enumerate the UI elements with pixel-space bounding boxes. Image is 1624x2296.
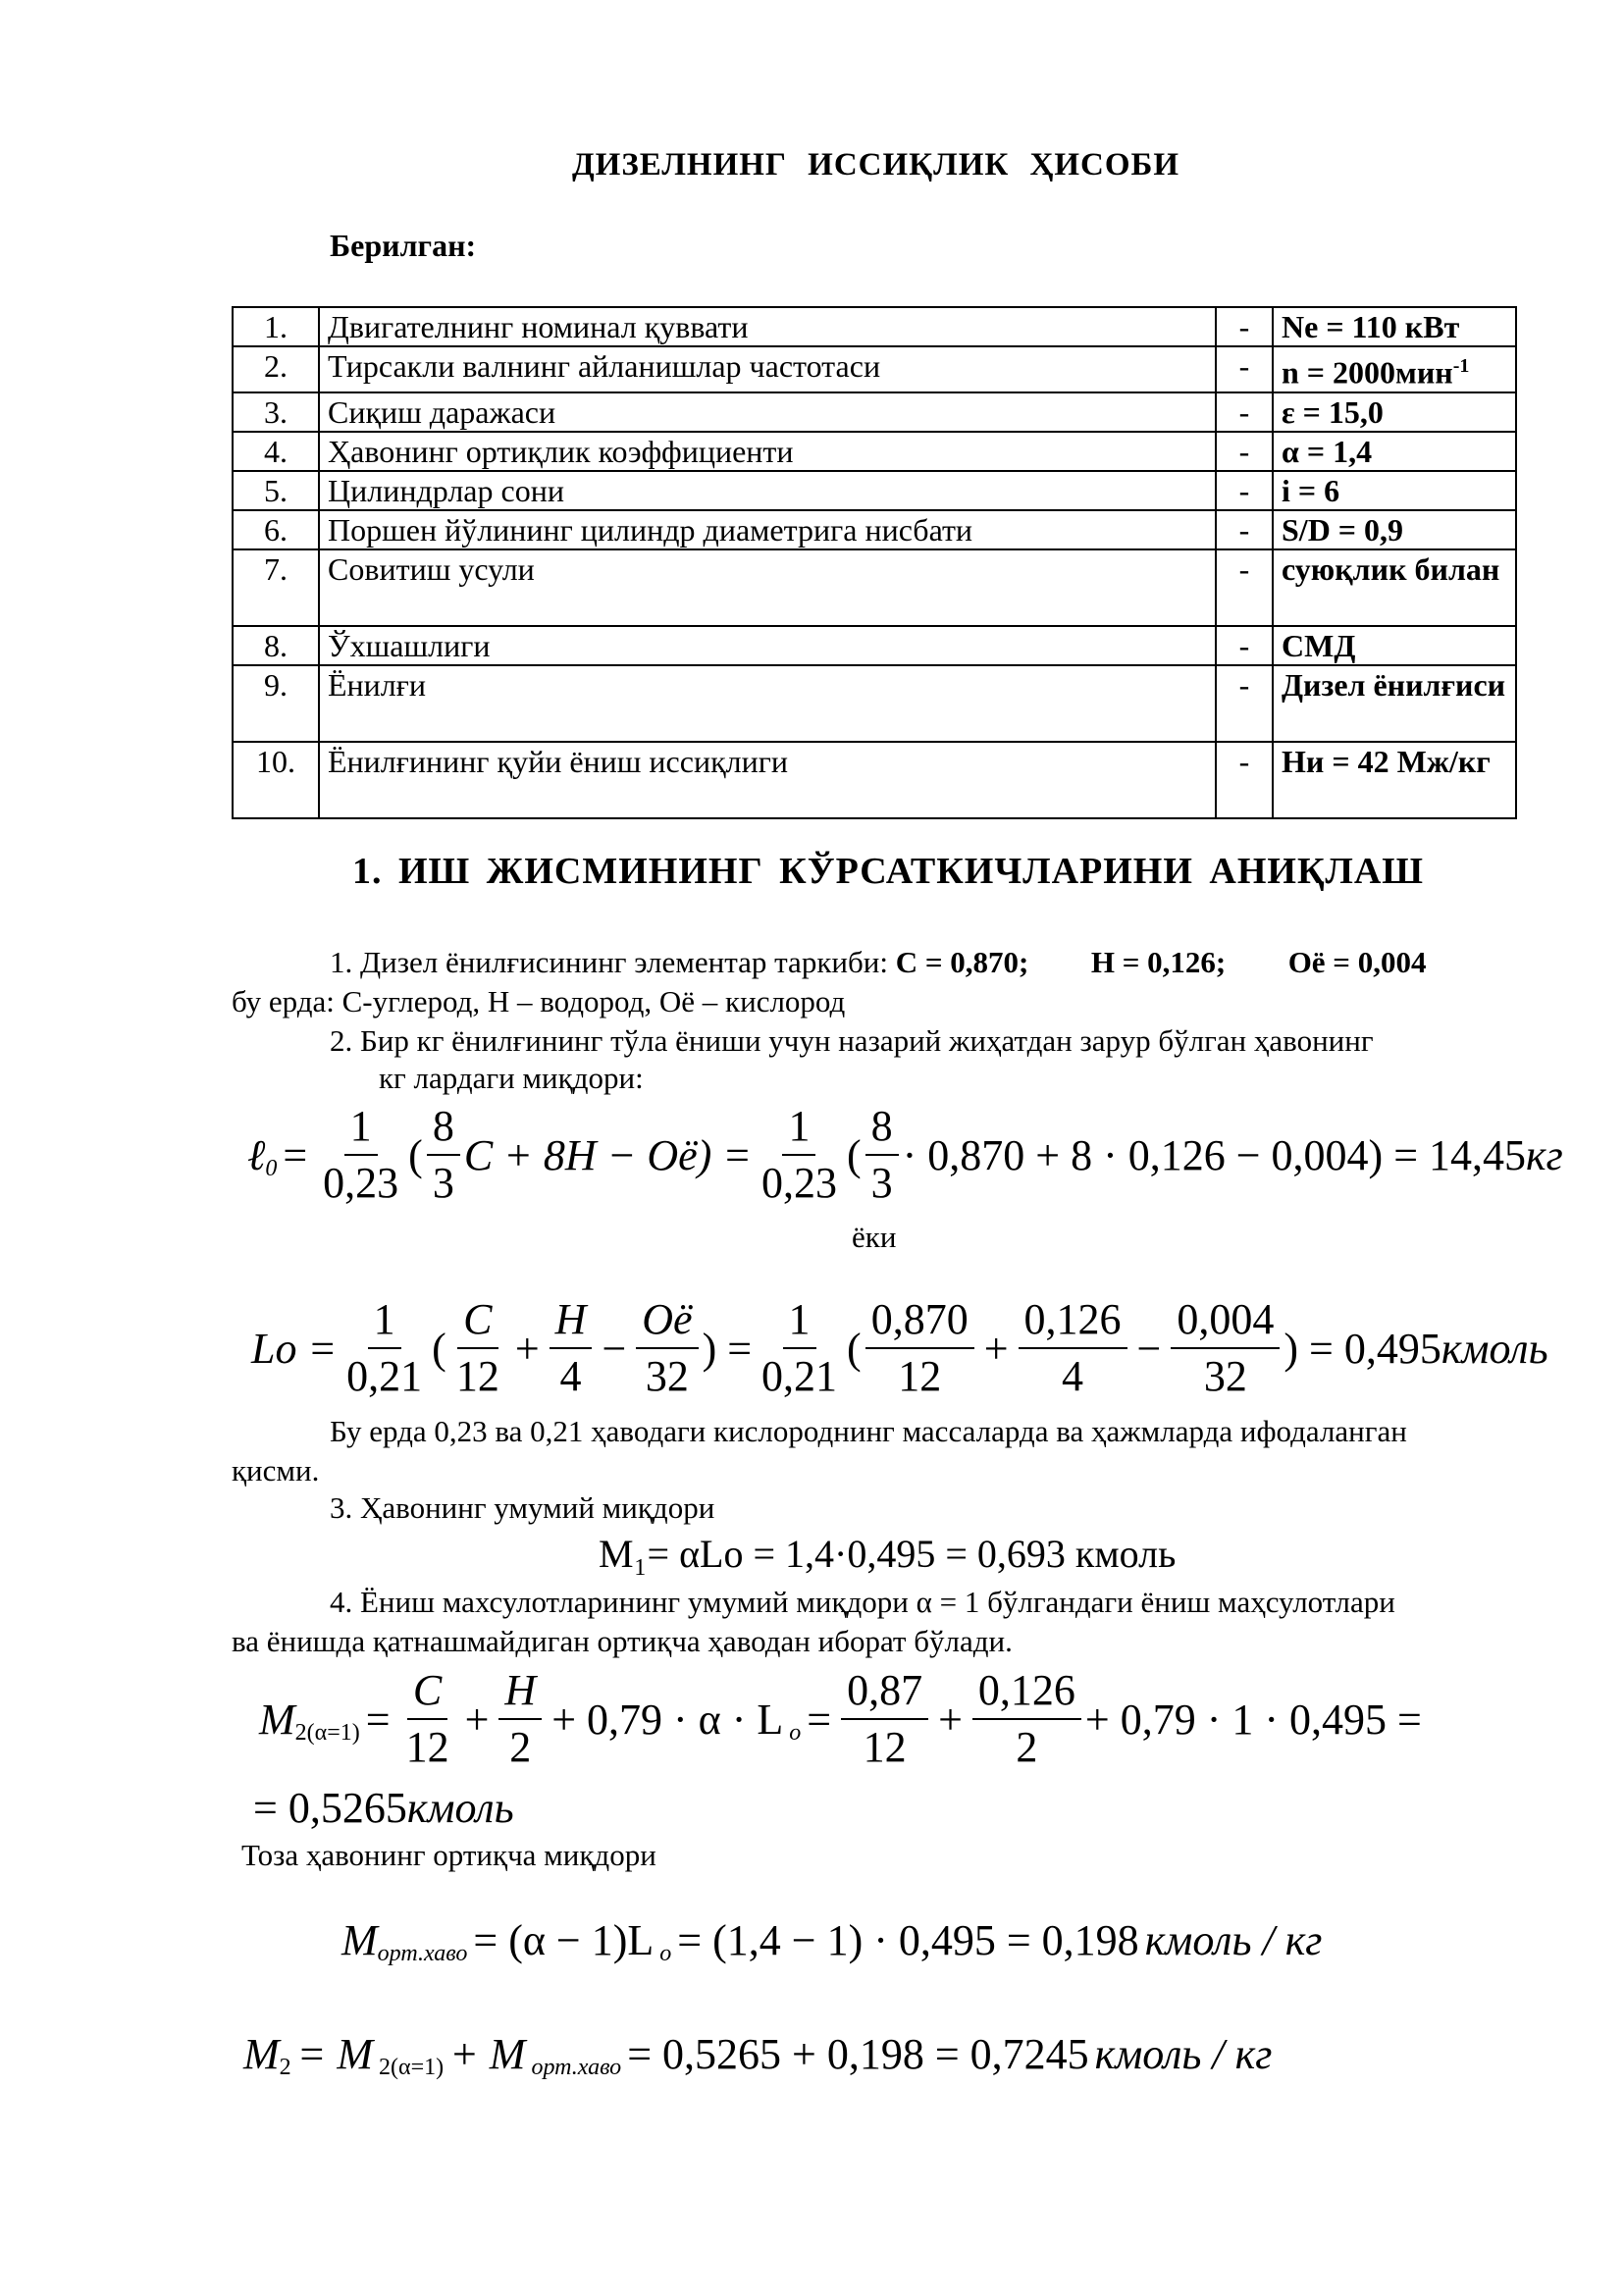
numerator: 8 [427,1101,460,1156]
numerator: H [498,1665,542,1720]
air-required-line1: 2. Бир кг ёнилғининг тўла ёниши учун назарий жиҳатдан зарур бўлган ҳавонинг [330,1023,1374,1058]
parameter-value [1273,307,1516,346]
parameter-name [319,346,1216,392]
parameter-number-text: 6. [264,511,288,548]
numerator: 1 [782,1101,815,1156]
fraction-0004-32 [1171,1294,1280,1402]
numerator: 0,126 [972,1665,1081,1720]
mid-expression: + 0,79 · α · L [551,1695,784,1744]
parameter-name [319,471,1216,510]
l0-symbol: ℓ [247,1130,266,1179]
denominator: 32 [1203,1352,1247,1400]
parameter-number [233,510,319,549]
M-symbol: M [259,1695,295,1744]
parameter-row [233,742,1516,818]
parameter-value [1273,346,1516,392]
parameter-value-text: суюқлик билан [1282,550,1500,587]
hydrogen-value: Н = 0,126; [1090,945,1227,979]
fraction-087-12 [841,1665,928,1773]
parameter-dash-text: - [1238,472,1250,508]
parameter-number-text: 4. [264,433,288,469]
unit-kmol-kg: кмоль / кг [1094,2029,1273,2078]
denominator: 12 [863,1723,907,1771]
parameter-number [233,549,319,626]
l0-subscript: 0 [265,1155,278,1181]
M2-alpha-subscript: 2(α=1) [379,2054,445,2080]
parameter-value-text: Ne = 110 кВт [1282,309,1460,344]
parameter-dash-text: - [1238,309,1250,344]
air-required-line2: кг лардаги миқдори: [379,1061,644,1095]
fraction-0126-2 [972,1665,1081,1773]
parameter-name [319,432,1216,471]
parameter-number [233,432,319,471]
denominator: 4 [1062,1352,1084,1400]
parameter-name-text: Ҳавонинг ортиқлик коэффициенти [328,433,794,469]
parameter-name-text: Ўхшашлиги [328,627,491,663]
numerator: 1 [368,1294,401,1349]
M-excess-subscript: орт.хаво [531,2054,622,2080]
parameter-value-text: α = 1,4 [1282,433,1373,469]
parameter-name [319,626,1216,665]
formula-M2-alpha1: M 2(α=1) = $\frac{C}{12}$ + $\frac{H}{2}$ + 0,79 · α · L o = $\frac{0,87}{12}$ + $\frac{0,126}{2}$ + 0,79 · 1 · 0,495 = [259,1666,1422,1771]
denominator: 12 [898,1352,942,1400]
parameter-row [233,510,1516,549]
numeric-expression: = 0,5265 + 0,198 = 0,7245 [627,2029,1089,2078]
given-label: Берилган: [330,228,477,263]
denominator: 3 [432,1159,454,1207]
M-symbol: M [341,1915,378,1964]
unit-kg: кг [1526,1130,1563,1179]
oxygen-value: Оё = 0,004 [1287,945,1427,979]
numerator: 0,126 [1019,1294,1127,1349]
parameter-dash-text: - [1238,393,1250,430]
formula-M-excess [341,1905,1322,1974]
parameter-number-text: 3. [264,393,288,430]
fraction-C-12 [400,1665,455,1773]
formula-M2 [243,2019,1272,2088]
parameter-value [1273,665,1516,742]
parameter-value [1273,432,1516,471]
parameter-row [233,549,1516,626]
parameter-dash [1216,471,1273,510]
parameter-value-text: n = 2000мин [1282,354,1453,391]
parameter-name [319,742,1216,818]
parameter-value [1273,626,1516,665]
excess-air-heading: Тоза ҳавонинг ортиқча миқдори [241,1838,656,1872]
parameter-name-text: Ёнилғининг қуйи ёниш иссиқлиги [328,743,788,779]
parameter-number [233,392,319,432]
parameter-number-text: 8. [264,627,288,663]
Lo-result: ) = 0,495 [1283,1324,1441,1373]
page-title: ДИЗЕЛНИНГ ИССИҚЛИК ҲИСОБИ [571,147,1180,183]
parameter-value-text: СМД [1282,627,1356,663]
M-subscript: 2(α=1) [294,1719,360,1746]
parameter-dash [1216,346,1273,392]
M2-alpha1-result: = 0,5265 [253,1783,407,1832]
note-line1: Бу ерда 0,23 ва 0,21 ҳаводаги кислороднинг массаларда ва ҳажмларда ифодаланган [330,1414,1407,1448]
parameter-row [233,471,1516,510]
M-excess-symbol: + M [449,2029,526,2078]
composition-text: 1. Дизел ёнилғисининг элементар таркиби: [330,945,888,979]
parameter-value-text: S/D = 0,9 [1282,511,1404,548]
parameter-name-text: Двигателнинг номинал қуввати [328,309,749,344]
parameter-name [319,665,1216,742]
denominator: 4 [559,1352,582,1400]
formula-M2-alpha1-result [253,1782,514,1833]
unit-kmol: кмоль [406,1783,514,1832]
parameter-row [233,307,1516,346]
parameter-dash-text: - [1238,550,1250,587]
parameter-value-text: Дизел ёнилғиси [1282,666,1506,703]
M2-subscript: 2 [279,2054,291,2080]
parameter-number [233,471,319,510]
parameter-row [233,392,1516,432]
formula-l0: ℓ 0 = $\frac{1}{0,23}$ ( $\frac{8}{3}$ C + 8H − Oё) = $\frac{1}{0,23}$ ( $\frac{8}{3}$ · 0,870 + 8 · 0,126 − 0,004) = 14,45 кг [247,1102,1563,1207]
numerator: 0,870 [865,1294,974,1349]
products-line2: ва ёнишда қатнашмайдиган ортиқча ҳаводан иборат бўлади. [232,1624,1013,1658]
parameter-dash-text: - [1238,511,1250,548]
parameter-value [1273,549,1516,626]
parameter-row [233,665,1516,742]
fraction-8-3-b [865,1101,899,1209]
L-subscript: o [659,1940,672,1966]
parameter-value-text: Hи = 42 Мж/кг [1282,743,1491,779]
L-subscript: o [789,1719,802,1746]
fraction-8-3 [427,1101,460,1209]
parameter-name [319,549,1216,626]
denominator: 2 [509,1723,532,1771]
tail-expression: + 0,79 · 1 · 0,495 = [1084,1695,1422,1744]
parameter-number [233,742,319,818]
parameter-dash [1216,432,1273,471]
equals-sign: = [283,1130,308,1179]
parameter-value-text: ε = 15,0 [1282,393,1384,430]
numerator: 0,004 [1171,1294,1280,1349]
carbon-value: С = 0,870; [895,945,1029,979]
numerator: 1 [783,1294,816,1349]
products-line1: 4. Ёниш махсулотларининг умумий миқдори α = 1 бўлгандаги ёниш маҳсулотлари [330,1585,1395,1619]
denominator: 0,23 [323,1159,399,1207]
denominator: 3 [870,1159,893,1207]
parameter-number-text: 7. [264,550,288,587]
parameter-name-text: Цилиндрлар сони [328,472,564,508]
formula-Lo: Lo = $\frac{1}{0,21}$ ( $\frac{C}{12}$ + $\frac{H}{4}$ − $\frac{Oё}{32}$ ) = $\frac{1}{0,21}$ ( $\frac{0,870}{12}$ + $\frac{0,126}{4}$ − $\frac{0,004}{32}$ ) = 0,495 кмоль [251,1295,1548,1400]
parameter-name [319,392,1216,432]
parameter-value [1273,510,1516,549]
composition-paragraph [330,944,1426,981]
parameter-number-text: 5. [264,472,288,508]
formula-M1: M₁= αLo = 1,4·0,495 = 0,693 кмоль [599,1532,1177,1576]
parameter-number [233,626,319,665]
fraction-1-021 [341,1294,428,1402]
parameter-dash [1216,307,1273,346]
parameter-row [233,626,1516,665]
parameter-name-text: Тирсакли валнинг айланишлар частотаси [328,348,881,384]
fraction-1-021-b [756,1294,843,1402]
fraction-H-4 [550,1294,593,1402]
symbolic-expression: C + 8H − Oё) = [463,1130,752,1179]
numerator: 0,87 [841,1665,928,1720]
parameter-number-text: 1. [264,309,288,344]
parameter-number-text: 2. [264,348,288,384]
denominator: 2 [1016,1723,1038,1771]
denominator: 12 [405,1723,449,1771]
parameter-name-text: Сиқиш даражаси [328,393,556,430]
parameter-dash-text: - [1238,627,1250,663]
parameter-name [319,307,1216,346]
parameter-number-text: 9. [264,666,288,703]
numerator: C [457,1294,498,1349]
parameter-value [1273,392,1516,432]
denominator: 32 [645,1352,689,1400]
parameter-value [1273,742,1516,818]
denominator: 0,21 [761,1352,838,1400]
parameter-dash [1216,742,1273,818]
fraction-O-32 [636,1294,698,1402]
unit-kmol: кмоль [1441,1324,1548,1373]
denominator: 12 [455,1352,499,1400]
parameter-dash [1216,626,1273,665]
unit-kmol-kg: кмоль / кг [1144,1915,1323,1964]
numerator: C [407,1665,447,1720]
parameter-dash [1216,549,1273,626]
section-title: 1. ИШ ЖИСМИНИНГ КЎРСАТКИЧЛАРИНИ АНИҚЛАШ [352,851,1424,892]
parameter-row [233,346,1516,392]
fraction-1-023-b [756,1101,843,1209]
parameter-number [233,665,319,742]
value-superscript: -1 [1452,355,1470,377]
denominator: 0,23 [760,1159,837,1207]
parameter-dash-text: - [1238,743,1250,779]
numerator: Oё [636,1294,698,1349]
parameter-dash [1216,665,1273,742]
M2-alpha-symbol: = M [296,2029,373,2078]
parameter-value-text: i = 6 [1282,472,1340,508]
numerator: H [550,1294,593,1349]
or-word: ёки [852,1220,897,1254]
parameter-dash-text: - [1238,433,1250,469]
parameter-name-text: Поршен йўлининг цилиндр диаметрига нисбати [328,511,973,548]
Lo-lhs: Lo = [251,1324,338,1373]
M2-symbol: M [243,2029,280,2078]
parameter-name-text: Ёнилғи [328,666,427,703]
fraction-H-2 [498,1665,542,1773]
numerator: 8 [865,1101,899,1156]
parameter-dash [1216,392,1273,432]
numeric-expression: · 0,870 + 8 · 0,126 − 0,004) = 14,45 [902,1130,1527,1179]
parameter-number [233,346,319,392]
parameters-table [232,306,1517,819]
parameter-dash-text: - [1238,666,1250,703]
denominator: 0,21 [346,1352,423,1400]
fraction-0126-4 [1019,1294,1127,1402]
fraction-1-023 [317,1101,404,1209]
parameter-number [233,307,319,346]
total-air-heading: 3. Ҳавонинг умумий миқдори [330,1490,715,1525]
fraction-C-12 [450,1294,505,1402]
parameter-name [319,510,1216,549]
parameter-dash-text: - [1238,348,1250,384]
fraction-0870-12 [865,1294,974,1402]
numerator: 1 [344,1101,378,1156]
M-subscript: орт.хаво [377,1940,468,1966]
numeric-expression: = (1,4 − 1) · 0,495 = 0,198 [677,1915,1139,1964]
parameter-name-text: Совитиш усули [328,550,535,587]
note-line2: қисми. [232,1453,320,1487]
alpha-expression: = (α − 1)L [473,1915,655,1964]
parameter-row [233,432,1516,471]
parameter-dash [1216,510,1273,549]
parameter-value [1273,471,1516,510]
parameter-number-text: 10. [256,743,295,779]
composition-where: бу ерда: С-углерод, Н – водород, Оё – кислород [232,984,846,1018]
